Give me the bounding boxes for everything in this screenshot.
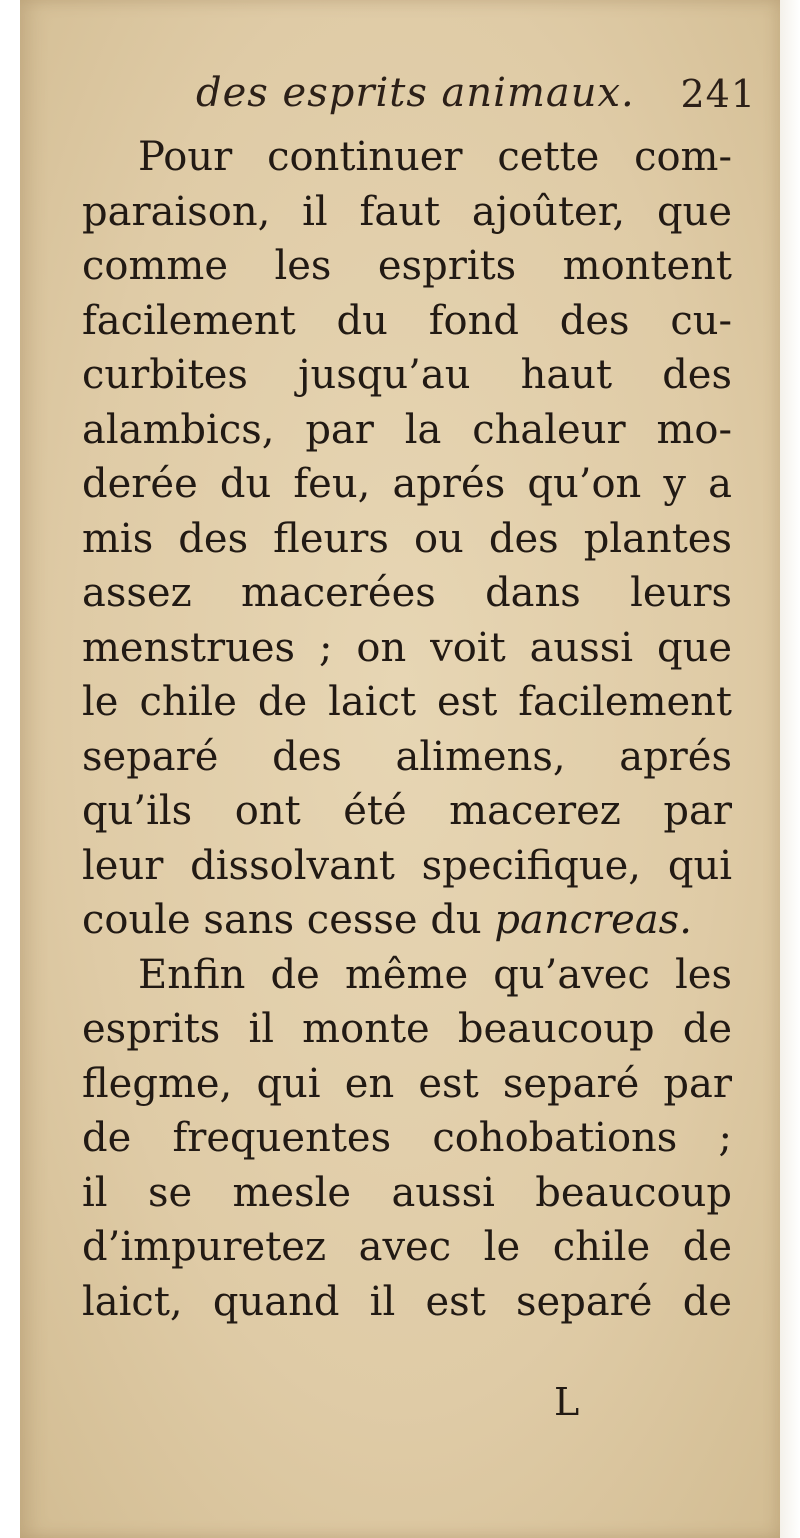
text-line: esprits il monte beaucoup de bbox=[82, 1006, 732, 1052]
text-line: d’impuretez avec le chile de bbox=[82, 1224, 732, 1270]
text-line-start: coule sans cesse du bbox=[82, 897, 495, 943]
text-line: alambics, par la chaleur mo- bbox=[82, 406, 732, 453]
italic-word-pancreas: pancreas. bbox=[494, 897, 692, 943]
running-head-title: des esprits animaux. bbox=[196, 70, 635, 116]
text-line: separé des alimens, aprés bbox=[82, 733, 732, 780]
text-line: curbites jusqu’au haut des bbox=[82, 352, 732, 398]
text-line: mis des fleurs ou des plantes bbox=[82, 515, 732, 562]
running-head bbox=[196, 70, 756, 130]
text-line: qu’ils ont été macerez par bbox=[82, 788, 732, 834]
text-line: assez macerées dans leurs bbox=[82, 570, 732, 616]
text-line: comme les esprits montent bbox=[82, 243, 732, 289]
text-line: derée du feu, aprés qu’on y a bbox=[82, 461, 732, 507]
text-line: il se mesle aussi beaucoup bbox=[82, 1169, 732, 1216]
text-line: de frequentes cohobations ; bbox=[82, 1115, 732, 1161]
page-number: 241 bbox=[680, 72, 756, 116]
text-line: flegme, qui en est separé par bbox=[82, 1060, 732, 1107]
text-line: facilement du fond des cu- bbox=[82, 297, 732, 344]
text-line: leur dissolvant specifique, qui bbox=[82, 842, 732, 889]
text-line: Enfin de même qu’avec les bbox=[138, 951, 732, 998]
text-line: laict, quand il est separé de bbox=[82, 1278, 732, 1325]
text-line: paraison, il faut ajoûter, que bbox=[82, 188, 732, 235]
text-line: menstrues ; on voit aussi que bbox=[82, 624, 732, 671]
body-text bbox=[82, 130, 732, 1329]
text-line: le chile de laict est facilement bbox=[82, 679, 732, 725]
catchword: L bbox=[554, 1380, 580, 1424]
text-line: Pour continuer cette com- bbox=[138, 134, 732, 180]
book-page bbox=[20, 0, 780, 1538]
page-edge bbox=[780, 0, 800, 1538]
text-line bbox=[82, 893, 732, 948]
